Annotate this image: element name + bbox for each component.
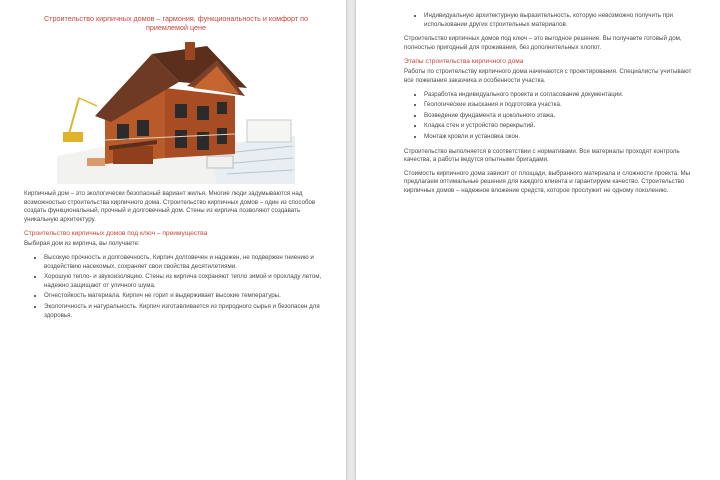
list-item: • Геологические изыскания и подготовка участка. (424, 101, 700, 110)
list-item: • Кладка стен и устройство перекрытий. (424, 122, 700, 131)
benefits-list (24, 254, 328, 320)
section-intro: Выбирая дом из кирпича, вы получаете: (24, 240, 140, 248)
section-heading: Строительство кирпичных домов под ключ – преимущества (24, 230, 208, 238)
paragraph-2: Работы по строительству кирпичного дома начинаются с проектирования. Специалисты учитывают все пожелания заказчика и особенности участка. (404, 68, 692, 84)
page-right-content (404, 12, 700, 201)
document-page-left (0, 0, 346, 480)
house-illustration (57, 36, 295, 184)
list-item: • Хорошую тепло- и звукоизоляцию. Стены из кирпича сохраняют тепло зимой и прохладу летом, надежно защищают от уличного шума. (44, 273, 328, 290)
section-heading-2: Этапы строительства кирпичного дома (404, 58, 524, 66)
list-item: • Возведение фундамента и цокольного этажа. (424, 112, 700, 121)
stages-list (404, 91, 700, 142)
paragraph-3: Строительство выполняется в соответствии с нормативами. Все материалы проходят контроль качества, а работы ведутся опытными бригадами. (404, 147, 680, 164)
list-item: • Огнестойкость материала. Кирпич не горит и выдерживает высокие температуры. (44, 292, 328, 301)
list-item: • Экологичность и натуральность. Кирпич изготавливается из природного сырья и безопасен для здоровья. (44, 303, 328, 320)
list-item: • Разработка индивидуального проекта и согласование документации. (424, 91, 700, 100)
paragraph-1: Строительство кирпичных домов под ключ – это выгодное решение. Вы получаете готовый дом, полностью пригодный для проживания, без дополнительных хлопот. (404, 35, 682, 51)
paragraph-4: Стоимость кирпичного дома зависит от площади, выбранного материала и сложности проекта. Мы предлагаем оптимальные решения для каждого клиента и гарантируем качество. Строительство кирпичных домов – надежное вложение средств, которое прослужит не одному поколению. (404, 169, 691, 194)
list-item: • Монтаж кровли и установка окон. (424, 133, 700, 142)
intro-paragraph: Кирпичный дом – это экологически безопасный вариант жилья. Многие люди задумываются над возможностью строительства кирпичного дома. Строительство кирпичных домов – один из способов создать функциональный, прочный и долговечный дом. Стены из кирпича позволяют создавать уникальную архитектуру. (24, 190, 316, 223)
continued-list (404, 12, 700, 29)
list-item: • Высокую прочность и долговечность. Кирпич долговечен и надежен, не подвержен гниению и воздействию насекомых, сохраняет свои свойства десятилетиями. (44, 254, 328, 271)
page-left-content (24, 14, 328, 326)
page-title: Строительство кирпичных домов – гармония, функциональность и комфорт по приемлемой цене (43, 14, 309, 32)
document-page-right (356, 0, 720, 480)
list-item: • Индивидуальную архитектурную выразительность, которую невозможно получить при использовании других строительных материалов. (424, 12, 700, 29)
